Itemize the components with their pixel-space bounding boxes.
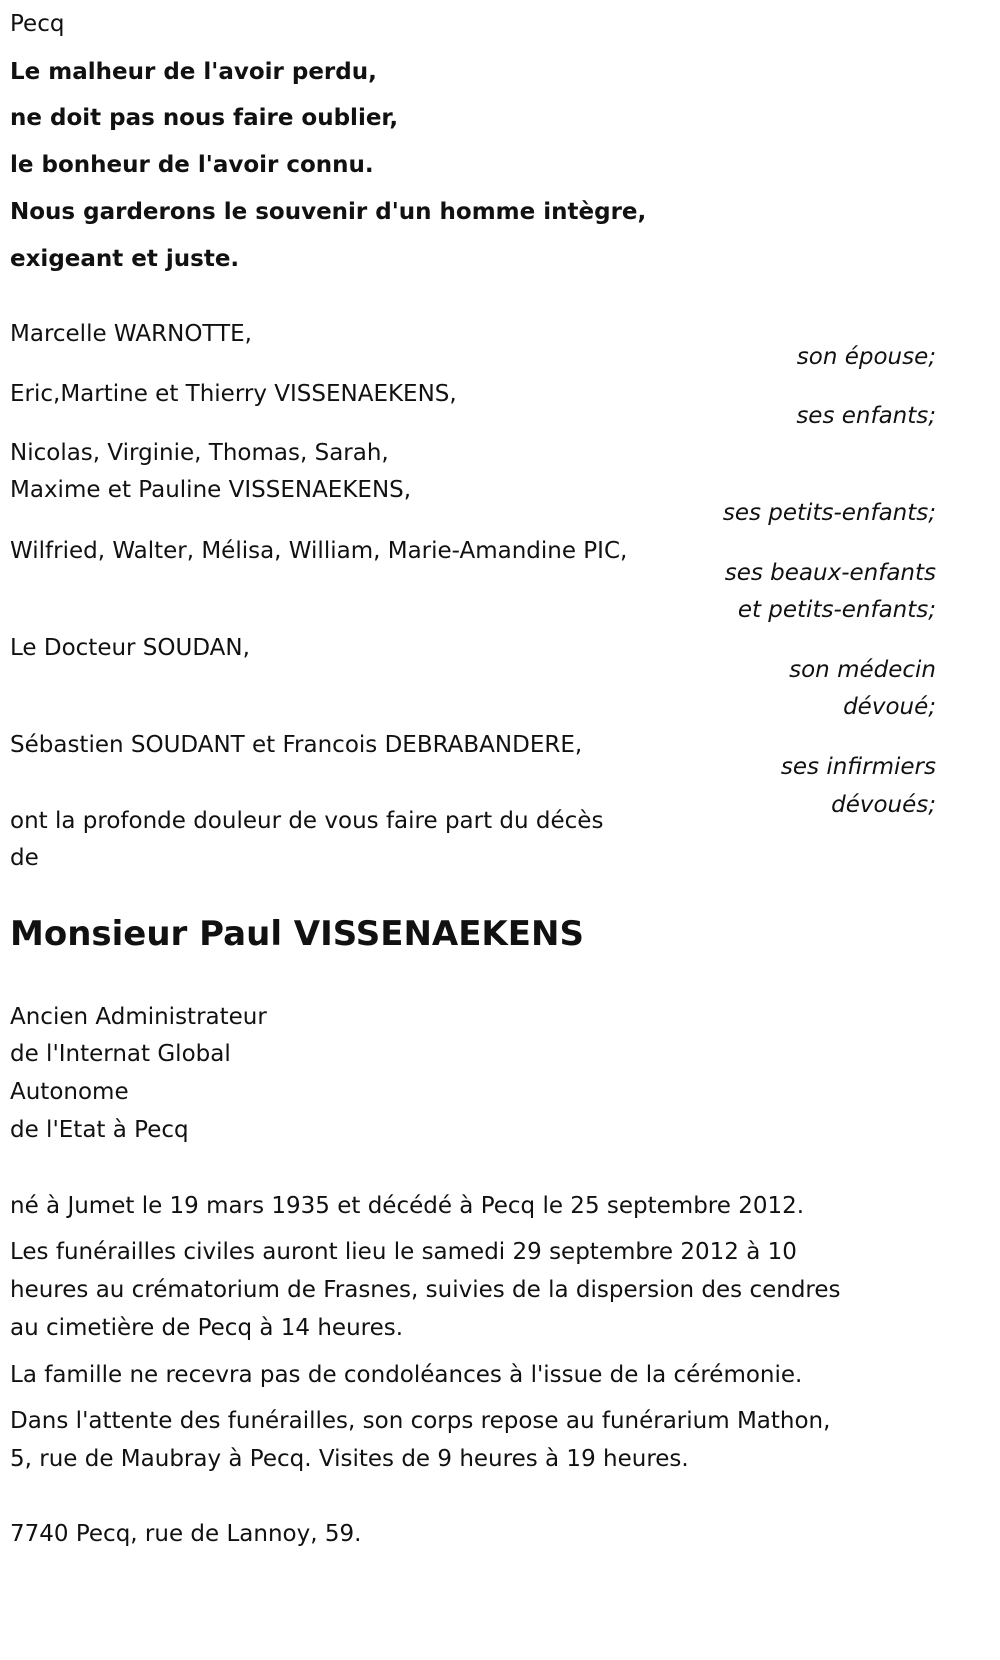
family-relation: ses infirmiers — [780, 754, 936, 780]
family-relation: ses beaux-enfants — [724, 560, 936, 586]
family-relation: son épouse; — [796, 344, 936, 370]
family-names: Wilfried, Walter, Mélisa, William, Marie-Amandine PIC, — [10, 538, 628, 564]
announcement-line: ont la profonde douleur de vous faire part du décès — [10, 808, 604, 834]
condolences: La famille ne recevra pas de condoléances à l'issue de la cérémonie. — [10, 1362, 803, 1388]
family-relation: ses enfants; — [796, 403, 936, 429]
location: Pecq — [10, 11, 65, 37]
poem-line: Nous garderons le souvenir d'un homme intègre, — [10, 199, 647, 225]
poem-line: Le malheur de l'avoir perdu, — [10, 59, 377, 85]
family-names: Nicolas, Virginie, Thomas, Sarah, — [10, 440, 389, 466]
address: 7740 Pecq, rue de Lannoy, 59. — [10, 1521, 362, 1547]
family-relation: dévoué; — [843, 694, 936, 720]
deceased-name: Monsieur Paul VISSENAEKENS — [10, 914, 584, 954]
poem-line: le bonheur de l'avoir connu. — [10, 152, 374, 178]
position-line: de l'Etat à Pecq — [10, 1117, 189, 1143]
poem-line: ne doit pas nous faire oublier, — [10, 105, 399, 131]
family-relation: et petits-enfants; — [737, 597, 936, 623]
family-names: Le Docteur SOUDAN, — [10, 635, 250, 661]
family-relation: son médecin — [789, 657, 936, 683]
position-line: Autonome — [10, 1079, 129, 1105]
birth-death: né à Jumet le 19 mars 1935 et décédé à Pecq le 25 septembre 2012. — [10, 1193, 805, 1219]
family-names: Eric,Martine et Thierry VISSENAEKENS, — [10, 381, 457, 407]
funeral-line: Les funérailles civiles auront lieu le samedi 29 septembre 2012 à 10 — [10, 1239, 797, 1265]
visits-line: 5, rue de Maubray à Pecq. Visites de 9 heures à 19 heures. — [10, 1446, 689, 1472]
family-names: Sébastien SOUDANT et Francois DEBRABANDERE, — [10, 732, 583, 758]
family-names: Marcelle WARNOTTE, — [10, 321, 252, 347]
position-line: de l'Internat Global — [10, 1041, 231, 1067]
family-relation: ses petits-enfants; — [722, 500, 936, 526]
announcement-line: de — [10, 845, 39, 871]
poem-line: exigeant et juste. — [10, 246, 240, 272]
visits-line: Dans l'attente des funérailles, son corps repose au funérarium Mathon, — [10, 1408, 831, 1434]
family-relation: dévoués; — [831, 792, 936, 818]
funeral-line: heures au crématorium de Frasnes, suivies de la dispersion des cendres — [10, 1277, 841, 1303]
funeral-line: au cimetière de Pecq à 14 heures. — [10, 1315, 404, 1341]
family-names: Maxime et Pauline VISSENAEKENS, — [10, 477, 412, 503]
position-line: Ancien Administrateur — [10, 1004, 267, 1030]
